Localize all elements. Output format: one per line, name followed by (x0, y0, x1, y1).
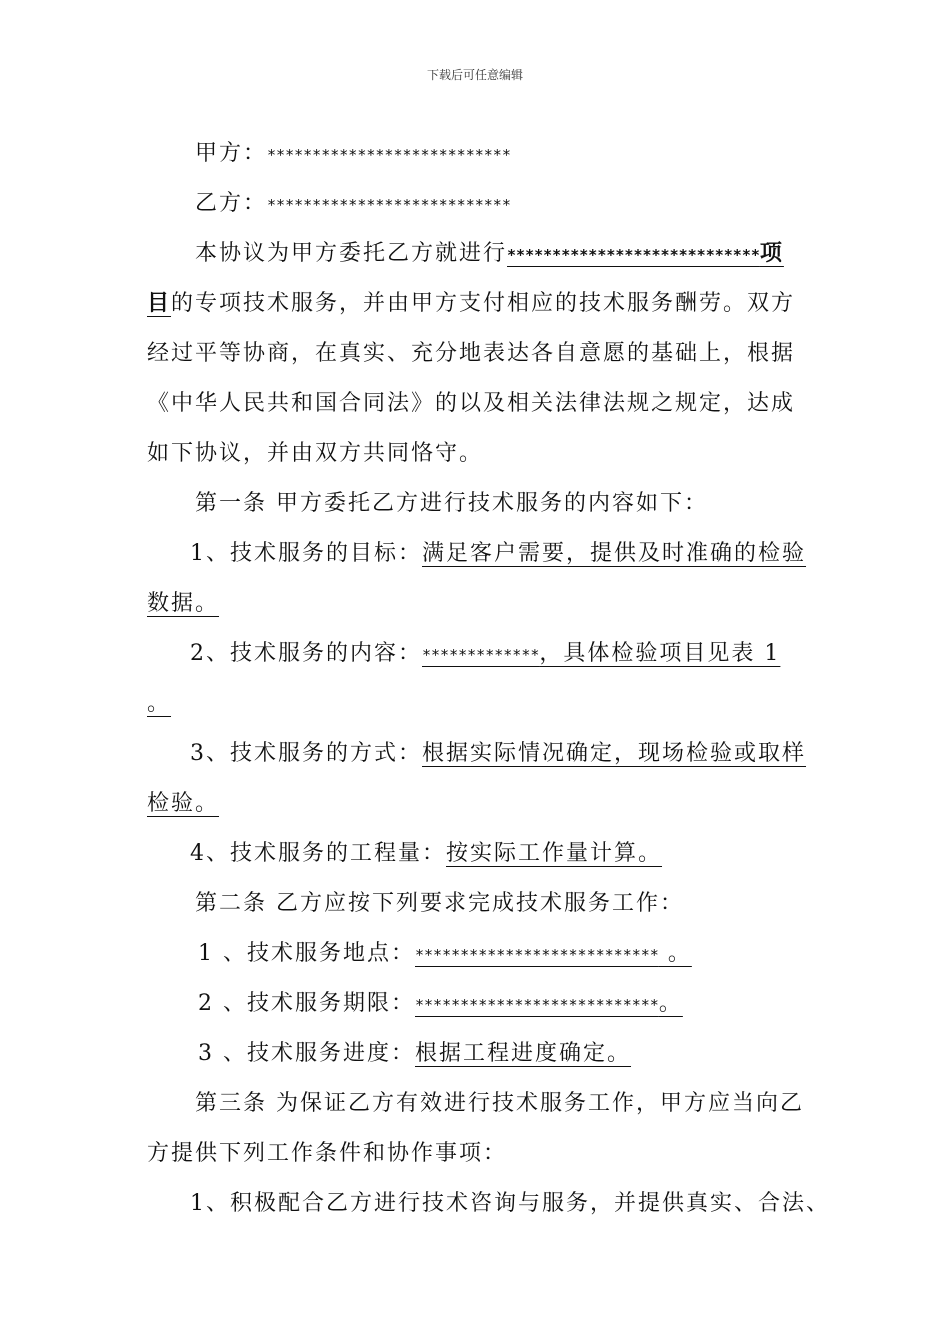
item-value: 。 (147, 691, 172, 716)
intro-text: 本协议为甲方委托乙方就进行 (195, 241, 508, 266)
project-word-cont: 目 (147, 290, 172, 316)
article-3-title: 第三条 为保证乙方有效进行技术服务工作，甲方应当向乙 (195, 1091, 804, 1116)
article-1-item-4 (190, 836, 852, 867)
item-value: 。 (658, 941, 692, 966)
item-placeholder: ************* (422, 646, 540, 664)
article-1-item-3 (190, 736, 852, 767)
article-1-item-2 (190, 636, 852, 667)
intro-text: 的专项技术服务，并由甲方支付相应的技术服务酬劳。双方 (171, 291, 796, 316)
item-label: 2、技术服务的内容： (190, 641, 422, 666)
item-label: 2 、技术服务期限： (198, 991, 415, 1016)
item-value: 满足客户需要，提供及时准确的检验 (422, 541, 807, 566)
item-value: 数据。 (147, 591, 220, 616)
article-1-item-1-cont (147, 586, 809, 617)
page-header: 下载后可任意编辑 (426, 68, 523, 82)
item-label: 3、技术服务的方式： (190, 741, 422, 766)
intro-line-5: 如下协议，并由双方共同恪守。 (147, 441, 484, 466)
item-value: 检验。 (147, 791, 220, 816)
article-3-item-1: 1、积极配合乙方进行技术咨询与服务，并提供真实、合法、 (190, 1191, 830, 1216)
article-1-item-3-cont (147, 786, 809, 817)
party-a-line (195, 136, 857, 167)
item-value: ，具体检验项目见表 1 (539, 641, 781, 666)
item-placeholder: *************************** (415, 996, 659, 1014)
item-value: 根据实际情况确定，现场检验或取样 (422, 741, 807, 766)
item-value: 按实际工作量计算。 (446, 841, 663, 866)
intro-line-1 (195, 236, 857, 267)
item-placeholder: *************************** (415, 946, 659, 964)
article-2-title: 第二条 乙方应按下列要求完成技术服务工作： (195, 891, 684, 916)
party-b-label: 乙方： (195, 191, 268, 216)
party-b-line (195, 186, 857, 217)
item-label: 3 、技术服务进度： (198, 1041, 415, 1066)
project-name-placeholder: **************************** (507, 246, 760, 264)
intro-line-2 (147, 286, 809, 317)
party-b-value: *************************** (267, 196, 511, 214)
article-2-item-3 (198, 1036, 860, 1067)
intro-line-4: 《中华人民共和国合同法》的以及相关法律法规之规定，达成 (147, 391, 796, 416)
article-1-item-1 (190, 536, 852, 567)
project-word: 项 (759, 240, 784, 266)
article-3-title-cont: 方提供下列工作条件和协作事项： (147, 1141, 508, 1166)
article-1-title: 第一条 甲方委托乙方进行技术服务的内容如下： (195, 491, 708, 516)
party-a-label: 甲方： (195, 141, 268, 166)
item-label: 4、技术服务的工程量： (190, 841, 446, 866)
article-2-item-1 (198, 936, 860, 967)
item-label: 1 、技术服务地点： (198, 941, 415, 966)
article-2-item-2 (198, 986, 860, 1017)
item-label: 1、技术服务的目标： (190, 541, 422, 566)
intro-line-3: 经过平等协商，在真实、充分地表达各自意愿的基础上，根据 (147, 341, 796, 366)
item-value: 。 (658, 991, 683, 1016)
party-a-value: *************************** (267, 146, 511, 164)
article-1-item-2-cont (147, 686, 809, 717)
item-value: 根据工程进度确定。 (415, 1041, 632, 1066)
